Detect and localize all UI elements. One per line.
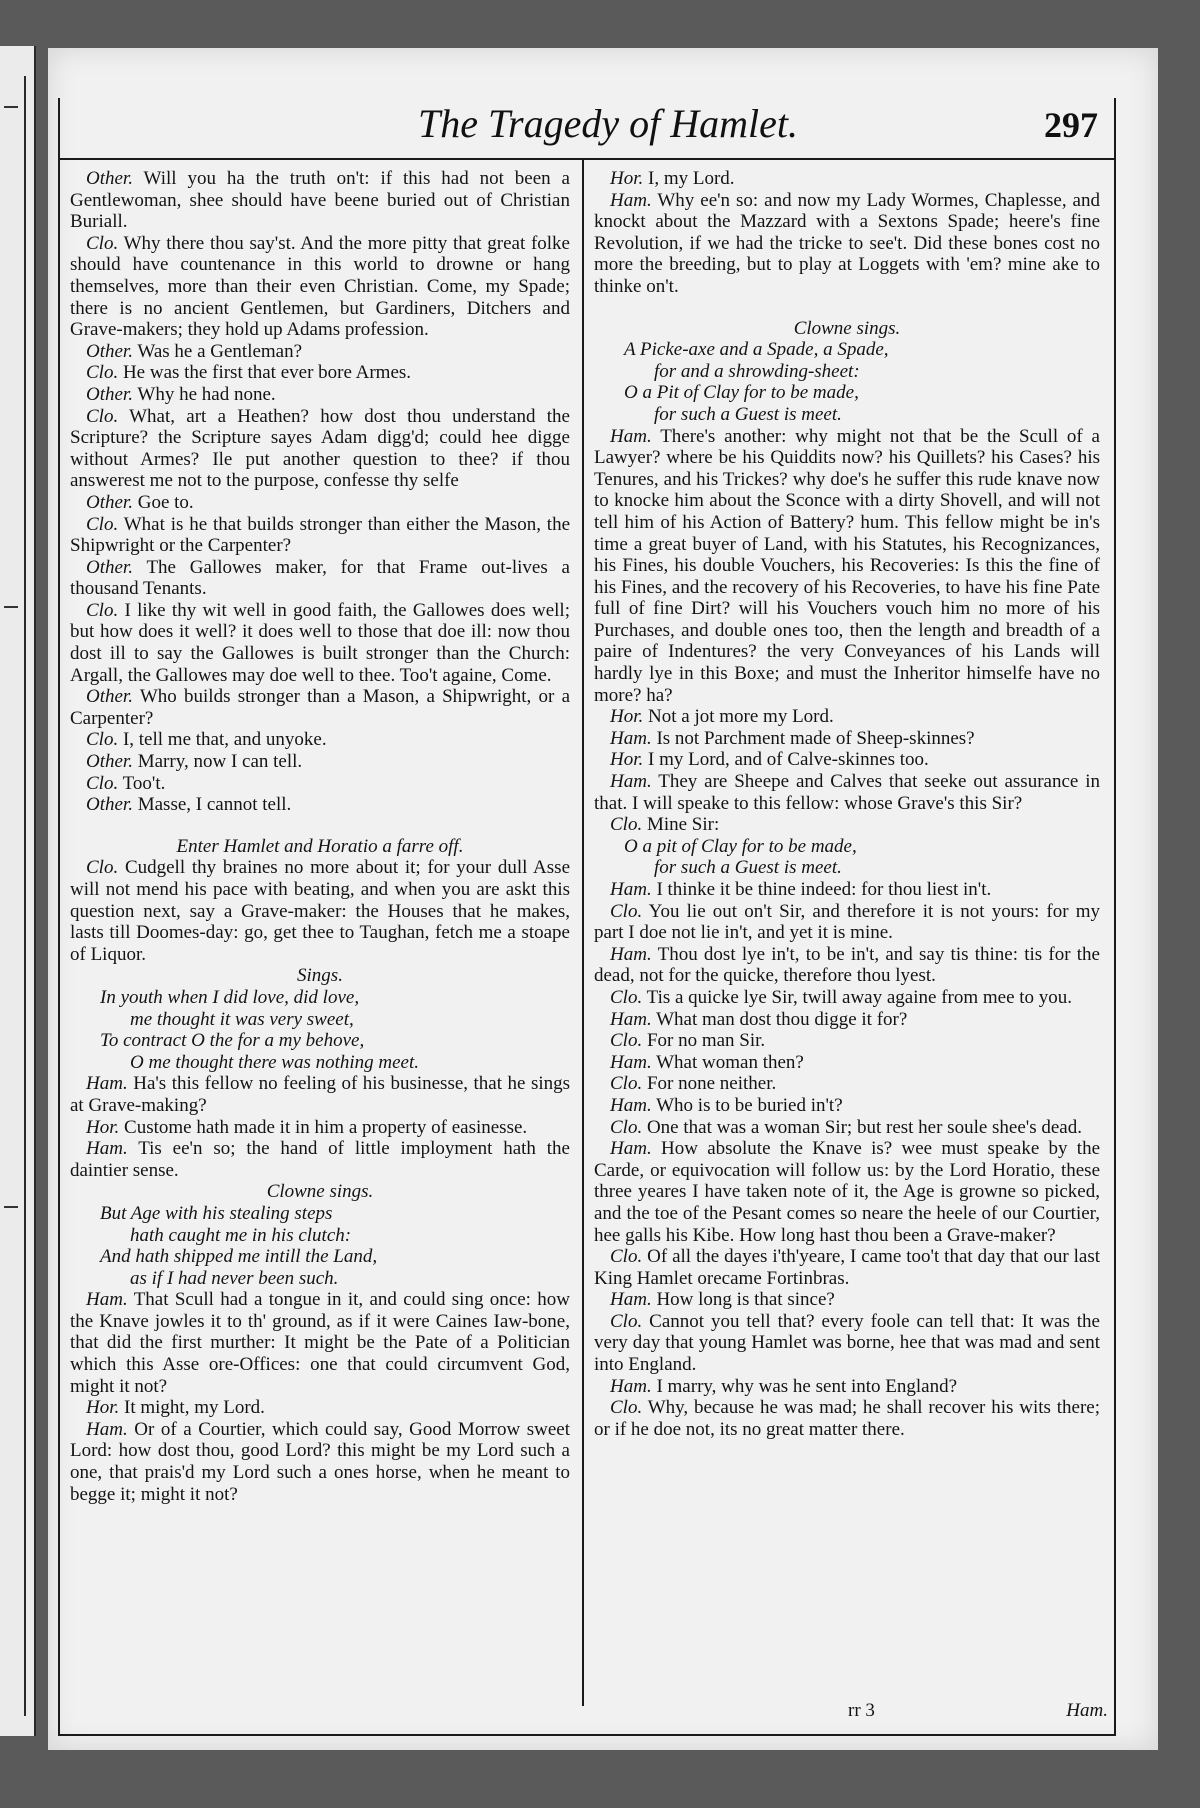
speech [594, 1095, 1100, 1117]
speaker-name: Other. [86, 751, 133, 773]
speaker-name: Ham. [610, 1289, 652, 1311]
speaker-name: Clo. [610, 1246, 643, 1268]
speech [594, 168, 1100, 190]
speech [70, 773, 570, 795]
speech [70, 406, 570, 492]
speaker-name: Clo. [86, 729, 119, 751]
speaker-name: Clo. [610, 986, 643, 1008]
speech-text: Tis ee'n so; the hand of little imployment hath the daintier sense. [70, 1138, 570, 1181]
song-line: for and a shrowding-sheet: [654, 360, 860, 382]
song-line: O a Pit of Clay for to be made, [624, 382, 859, 404]
speaker-name: Hor. [610, 749, 644, 771]
stage-direction: Enter Hamlet and Horatio a farre off. [176, 835, 464, 857]
speech [70, 233, 570, 341]
speech-text: They are Sheepe and Calves that seeke out assurance in that. I will speake to this fellow: whose Grave's this Sir? [594, 771, 1100, 814]
song-line: O me thought there was nothing meet. [130, 1051, 420, 1073]
speech-text: What, art a Heathen? how dost thou understand the Scripture? the Scripture sayes Adam digg'd; could hee digge without Armes? Ile put another question to thee? if thou answerest me not to the purpose, confesse thy selfe [70, 405, 570, 492]
speaker-name: Clo. [610, 814, 643, 836]
folio-page [48, 48, 1158, 1750]
song-label: Clowne sings. [266, 1181, 374, 1203]
speech-text: Goe to. [137, 491, 194, 513]
speech-text: Cannot you tell that? every foole can tell that: It was the very day that young Hamlet was borne, hee that was mad and sent into England. [594, 1310, 1100, 1376]
speech-text: The Gallowes maker, for that Frame out-lives a thousand Tenants. [70, 556, 570, 600]
speech [70, 1289, 570, 1397]
speaker-name: Clo. [610, 900, 643, 922]
speech [594, 1073, 1100, 1095]
speaker-name: Clo. [86, 772, 119, 794]
speech [70, 751, 570, 773]
speech [594, 749, 1100, 771]
signature-mark: rr 3 [848, 1700, 875, 1721]
speech [594, 1009, 1100, 1031]
speaker-name: Hor. [86, 1397, 120, 1419]
speech-text: For none neither. [646, 1073, 777, 1095]
speech [70, 384, 570, 406]
speech [70, 1117, 570, 1139]
speech-text: How long is that since? [656, 1289, 835, 1311]
speech-text: You lie out on't Sir, and therefore it is not yours: for my part I doe not lie in't, and yet it is mine. [594, 900, 1101, 944]
speech-text: Masse, I cannot tell. [137, 794, 292, 816]
song-line: A Picke-axe and a Spade, a Spade, [624, 339, 889, 361]
speech [70, 600, 570, 686]
speech-text: Marry, now I can tell. [137, 751, 303, 773]
speech-text: Or of a Courtier, which could say, Good Morrow sweet Lord: how dost thou, good Lord? this might be my Lord such a one, that prais'd my Lord such a ones horse, when he meant to begge it; might it not? [70, 1418, 570, 1505]
speech-text: I, tell me that, and unyoke. [122, 729, 327, 751]
header-rule [58, 158, 1116, 160]
speech-text: I, my Lord. [648, 168, 735, 189]
speech-text: Is not Parchment made of Sheep-skinnes? [656, 727, 975, 749]
speaker-name: Other. [86, 168, 133, 189]
speech-text: Thou dost lye in't, to be in't, and say tis thine: tis for the dead, not for the quicke, therefore thou lyest. [594, 943, 1100, 987]
speaker-name: Clo. [610, 1073, 643, 1095]
right-column [594, 168, 1100, 1440]
speaker-name: Clo. [610, 1397, 643, 1419]
speech-text: I thinke it be thine indeed: for thou liest in't. [656, 879, 992, 900]
speaker-name: Ham. [610, 1094, 652, 1116]
speech-text: One that was a woman Sir; but rest her soule shee's dead. [646, 1116, 1082, 1138]
speech [70, 492, 570, 514]
speech [594, 190, 1100, 298]
speech [594, 1289, 1100, 1311]
speech-text: It might, my Lord. [124, 1397, 265, 1419]
song-line: To contract O the for a my behove, [100, 1030, 365, 1052]
speech-text: Was he a Gentleman? [137, 340, 303, 362]
speech-text: Why there thou say'st. And the more pitty that great folke should have countenance in this world to drowne or hang themselves, more than their even Christian. Come, my Spade; there is no ancient Gentlemen, but Gardiners, Ditchers and Grave-makers; they hold up Adams profession. [70, 232, 570, 341]
song-line: me thought it was very sweet, [130, 1008, 354, 1030]
speech-text: Not a jot more my Lord. [648, 706, 834, 728]
speaker-name: Clo. [610, 1030, 643, 1052]
speaker-name: Ham. [86, 1138, 128, 1160]
previous-page-edge [0, 46, 36, 1736]
song-line: for such a Guest is meet. [654, 857, 842, 879]
speaker-name: Other. [86, 686, 133, 708]
speech [594, 1376, 1100, 1398]
speech-text: I like thy wit well in good faith, the Gallowes does well; but how does it well? it does well to those that doe ill: now thou dost ill to say the Gallowes is built stronger than the Church: Argall, the Gallowes may doe well to thee. Too't againe, Come. [70, 599, 570, 686]
speech-text: He was the first that ever bore Armes. [122, 362, 412, 384]
speech-text: Ha's this fellow no feeling of his businesse, that he sings at Grave-making? [70, 1073, 571, 1116]
left-column [70, 168, 570, 1505]
catchword: Ham. [1066, 1700, 1108, 1721]
speech [594, 987, 1100, 1009]
speech-text: Why, because he was mad; he shall recover his wits there; or if he doe not, its no great matter there. [594, 1397, 1100, 1440]
speech [70, 168, 570, 233]
speaker-name: Clo. [86, 362, 119, 384]
speech-text: I marry, why was he sent into England? [656, 1375, 958, 1397]
speech-text: For no man Sir. [646, 1030, 766, 1052]
speaker-name: Ham. [610, 189, 652, 211]
speech [70, 857, 570, 965]
speaker-name: Clo. [610, 1310, 643, 1332]
speech [594, 1397, 1100, 1440]
speaker-name: Ham. [610, 1375, 652, 1397]
speech [594, 901, 1100, 944]
speaker-name: Clo. [86, 599, 119, 621]
song-line: O a pit of Clay for to be made, [624, 835, 857, 857]
speech-text: What is he that builds stronger than either the Mason, the Shipwright or the Carpenter? [70, 513, 570, 557]
speech [594, 944, 1100, 987]
speaker-name: Ham. [86, 1073, 128, 1095]
column-rule [582, 160, 584, 1706]
speech-text: Mine Sir: [646, 814, 720, 836]
speaker-name: Ham. [610, 1008, 652, 1030]
speech [594, 728, 1100, 750]
speaker-name: Ham. [610, 1051, 652, 1073]
speaker-name: Hor. [610, 168, 644, 189]
speaker-name: Hor. [86, 1116, 120, 1138]
speech-text: Tis a quicke lye Sir, twill away againe from mee to you. [646, 986, 1073, 1008]
speech [70, 1138, 570, 1181]
song-label: Sings. [297, 965, 343, 987]
song-line: But Age with his stealing steps [100, 1202, 333, 1224]
speaker-name: Clo. [86, 405, 119, 427]
song-line: hath caught me in his clutch: [130, 1224, 352, 1246]
speech [594, 426, 1100, 707]
speech [594, 814, 1100, 836]
speech [594, 1246, 1100, 1289]
speech-text: I my Lord, and of Calve-skinnes too. [648, 749, 929, 771]
speaker-name: Clo. [86, 857, 119, 879]
speech-text: What woman then? [656, 1051, 804, 1073]
speech-text: Custome hath made it in him a property of easinesse. [124, 1116, 528, 1138]
speech [70, 341, 570, 363]
song-line: for such a Guest is meet. [654, 403, 842, 425]
speech [70, 514, 570, 557]
speech [594, 1030, 1100, 1052]
speech [594, 1311, 1100, 1376]
speech [70, 729, 570, 751]
speech [70, 1397, 570, 1419]
speaker-name: Clo. [86, 232, 119, 254]
speech-text: Of all the dayes i'th'yeare, I came too't that day that our last King Hamlet orecame Fortinbras. [594, 1246, 1100, 1289]
speech [594, 771, 1100, 814]
speech [594, 1052, 1100, 1074]
speaker-name: Hor. [610, 706, 644, 728]
speaker-name: Other. [86, 491, 133, 513]
speech [594, 879, 1100, 901]
speech-text: That Scull had a tongue in it, and could sing once: how the Knave jowles it to th' ground, as if it were Caines Iaw-bone, that did the first murther: It might be the Pate of a Politician which this Asse ore-Offices: one that could circumvent God, might it not? [70, 1289, 570, 1397]
speech-text: Cudgell thy braines no more about it; for your dull Asse will not mend his pace with beating, and when you are askt this question next, say a Grave-maker: the Houses that he makes, lasts till Doomes-day: go, get thee to Taughan, fetch me a stoape of Liquor. [70, 857, 570, 965]
speech [70, 686, 570, 729]
speech [594, 1138, 1100, 1246]
speech-text: Too't. [122, 772, 166, 794]
speaker-name: Clo. [610, 1116, 643, 1138]
speaker-name: Ham. [610, 943, 652, 965]
speaker-name: Ham. [610, 727, 652, 749]
speech [594, 1117, 1100, 1139]
speech [70, 1419, 570, 1505]
speech-text: Who is to be buried in't? [656, 1094, 843, 1116]
speech [594, 706, 1100, 728]
speaker-name: Other. [86, 556, 133, 578]
speech-text: What man dost thou digge it for? [656, 1008, 908, 1030]
song-line: In youth when I did love, did love, [100, 986, 360, 1008]
speaker-name: Ham. [610, 771, 652, 793]
speaker-name: Ham. [610, 879, 652, 900]
song-label: Clowne sings. [793, 317, 901, 339]
song-line: And hath shipped me intill the Land, [100, 1246, 378, 1268]
speech-text: Will you ha the truth on't: if this had not been a Gentlewoman, shee should have beene buried out of Christian Buriall. [70, 168, 570, 233]
speaker-name: Other. [86, 794, 133, 816]
page-number: 297 [1044, 105, 1098, 145]
speaker-name: Ham. [86, 1289, 128, 1311]
speech-text: How absolute the Knave is? wee must speake by the Carde, or equivocation will follow us: by the Lord Horatio, these three yeares I have taken note of it, the Age is growne so picked, and the toe of the Pesant comes so neare the heele of our Courtier, hee galls his Kibe. How long hast thou been a Grave-maker? [594, 1138, 1100, 1246]
speech [70, 557, 570, 600]
speech-text: Why ee'n so: and now my Lady Wormes, Chaplesse, and knockt about the Mazzard with a Sextons Spade; heere's fine Revolution, if we had the tricke to see't. Did these bones cost no more the breeding, but to play at Loggets with 'em? mine ake to thinke on't. [594, 189, 1100, 297]
speaker-name: Ham. [610, 425, 652, 447]
speech-text: There's another: why might not that be the Scull of a Lawyer? where be his Quiddits now? his Quillets? his Cases? his Tenures, and his Trickes? why doe's he suffer this rude knave now to knocke him about the Sconce with a dirty Shovell, and will not tell him of his Action of Battery? hum. This fellow might be in's time a great buyer of Land, with his Statutes, his Recognizances, his Fines, his double Vouchers, his Recoveries: Is this the fine of his Fines, and the recovery of his Recoveries, to have his fine Pate full of fine Dirt? will his Vouchers vouch him no more of his Purchases, and double ones too, then the length and breadth of a paire of Indentures? the very Conveyances of his Lands will hardly lye in this Boxe; and must the Inheritor himselfe have no more? ha? [594, 425, 1100, 706]
song-line: as if I had never been such. [130, 1267, 339, 1289]
speech-text: Who builds stronger than a Mason, a Shipwright, or a Carpenter? [70, 686, 570, 729]
speech [70, 794, 570, 816]
speech [70, 1073, 570, 1116]
speaker-name: Other. [86, 383, 133, 405]
speaker-name: Other. [86, 340, 133, 362]
speaker-name: Clo. [86, 513, 119, 535]
speech-text: Why he had none. [137, 383, 276, 405]
speaker-name: Ham. [86, 1418, 128, 1440]
speaker-name: Ham. [610, 1138, 652, 1160]
running-title: The Tragedy of Hamlet. [418, 101, 798, 146]
speech [70, 362, 570, 384]
